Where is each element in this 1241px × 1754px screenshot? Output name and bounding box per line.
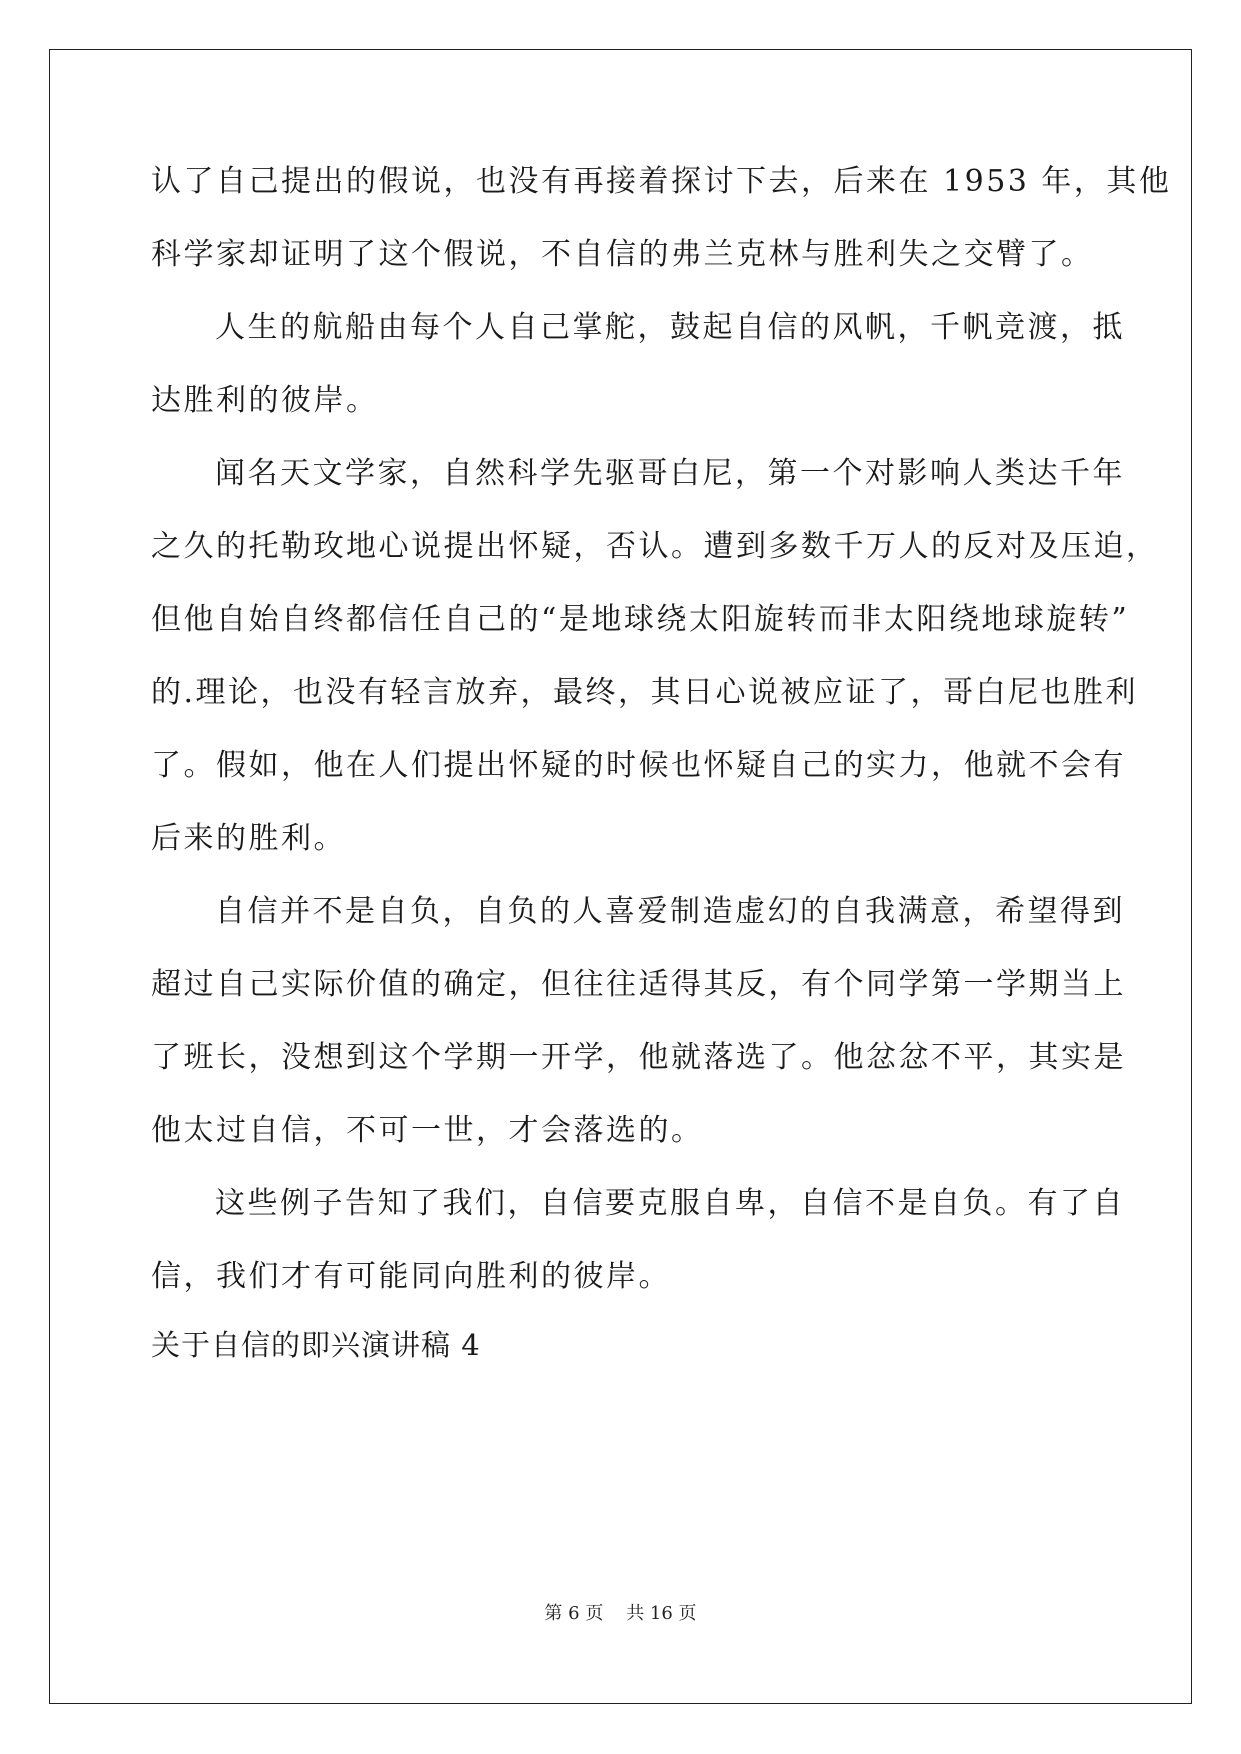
paragraph-line: 科学家却证明了这个假说，不自信的弗兰克林与胜利失之交臂了。: [151, 237, 1094, 272]
paragraph-line: 但他自始自终都信任自己的“是地球绕太阳旋转而非太阳绕地球旋转”: [151, 602, 1130, 637]
page-footer: 第 6 页 共 16 页: [544, 1603, 697, 1624]
section-heading: 关于自信的即兴演讲稿 4: [151, 1328, 481, 1362]
paragraph-line: 这些例子告知了我们，自信要克服自卑，自信不是自负。有了自: [215, 1186, 1125, 1221]
paragraph-line: 认了自己提出的假说，也没有再接着探讨下去，后来在 1953 年，其他: [151, 164, 1172, 199]
paragraph-line: 闻名天文学家，自然科学先驱哥白尼，第一个对影响人类达千年: [215, 456, 1125, 491]
paragraph-line: 他太过自信，不可一世，才会落选的。: [151, 1113, 704, 1148]
paragraph-line: 后来的胜利。: [151, 821, 346, 856]
paragraph-line: 之久的托勒玫地心说提出怀疑，否认。遭到多数千万人的反对及压迫，: [151, 529, 1159, 564]
paragraph-line: 信，我们才有可能同向胜利的彼岸。: [151, 1259, 671, 1294]
page-frame: [49, 49, 1192, 1704]
paragraph-line: 达胜利的彼岸。: [151, 383, 379, 418]
paragraph-line: 超过自己实际价值的确定，但往往适得其反，有个同学第一学期当上: [151, 967, 1126, 1002]
paragraph-line: 人生的航船由每个人自己掌舵，鼓起自信的风帆，千帆竞渡，抵: [215, 310, 1125, 345]
paragraph-line: 了。假如，他在人们提出怀疑的时候也怀疑自己的实力，他就不会有: [151, 748, 1126, 783]
paragraph-line: 的.理论，也没有轻言放弃，最终，其日心说被应证了，哥白尼也胜利: [151, 675, 1139, 710]
paragraph-line: 自信并不是自负，自负的人喜爱制造虚幻的自我满意，希望得到: [215, 894, 1125, 929]
paragraph-line: 了班长，没想到这个学期一开学，他就落选了。他忿忿不平，其实是: [151, 1040, 1126, 1075]
